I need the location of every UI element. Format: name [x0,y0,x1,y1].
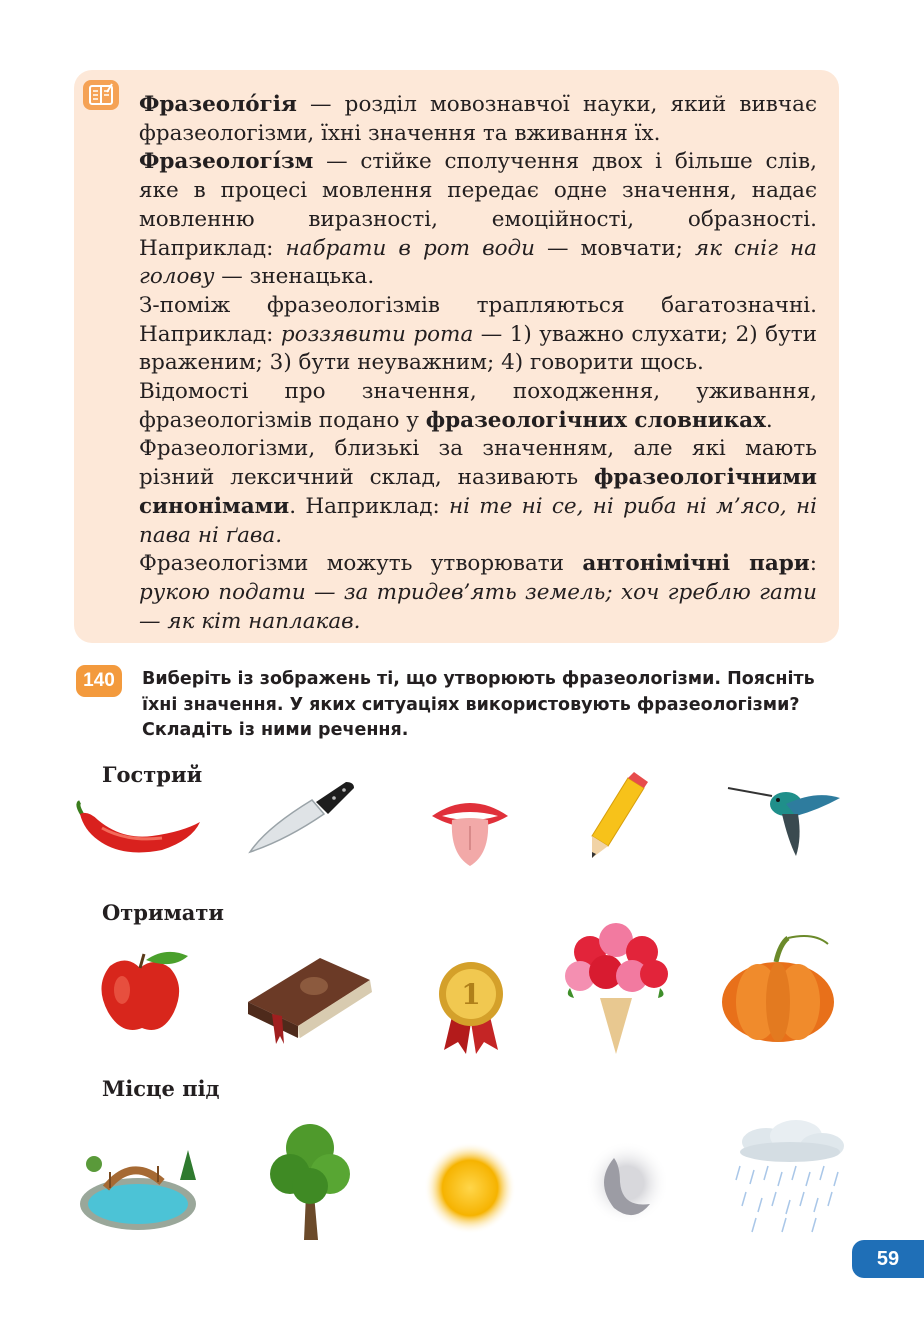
definition-idiom: Фразеологі́зм — стійке сполучення двох і більше слів, яке в процесі мовлення передає одне значення, надає мовленню виразності, емоційності, образності. Наприклад: набрати в рот води — мовчати; як сніг на голову — зненацька. [139,149,817,290]
svg-text:1: 1 [461,978,481,1011]
pumpkin-icon [718,934,838,1044]
pond-bridge-icon [76,1130,206,1240]
synonyms-paragraph: Фразеологізми, близькі за значенням, але які мають різний лексичний склад, називають фразеологічними синонімами. Наприклад: ні те ні се, ні риба ні м’ясо, ні пава ні ґава. [139,436,818,548]
chili-pepper-icon [72,800,206,862]
moon-icon [584,1138,670,1228]
dictionaries-paragraph: Відомості про значення, походження, уживання, фразеологізмів подано у фразеологічних словниках. [139,379,817,433]
sun-icon [422,1140,518,1236]
definition-phraseology: Фразеоло́гія — розділ мовознавчої науки, який вивчає фразеологізми, їхні значення та вживання їх. [139,92,817,146]
task-number-badge: 140 [76,665,122,697]
antonyms-paragraph: Фразеологізми можуть утворювати антонімічні пари: рукою подати — за тридев’ять земель; хоч греблю гати — як кіт наплакав. [139,551,817,634]
section-label-gostryi: Гострий [102,762,203,787]
knife-icon [246,778,358,856]
medal-icon [436,960,506,1054]
section-label-mistse-pid: Місце під [102,1076,220,1101]
tree-icon [268,1120,354,1242]
tongue-icon [428,794,512,870]
apple-icon [96,946,192,1038]
task-instruction: Виберіть із зображень ті, що утворюють фразеологізми. Поясніть їхні значення. У яких ситуаціях використовують фразеологізми? Складіть із ними речення. [142,669,815,740]
section-label-otrymaty: Отримати [102,900,225,925]
polysemy-paragraph: З-поміж фразеологізмів трапляються багатозначні. Наприклад: роззявити рота — 1) уважно слухати; 2) бути враженим; 3) бути неуважним; 4) говорити щось. [139,292,817,376]
pencil-icon [588,772,650,860]
bouquet-icon [560,918,672,1058]
rain-cloud-icon [726,1118,848,1238]
hummingbird-icon [726,780,842,860]
notebook-icon [83,80,119,110]
book-icon [246,944,376,1052]
theory-text [139,91,817,636]
page-number: 59 [852,1240,924,1278]
